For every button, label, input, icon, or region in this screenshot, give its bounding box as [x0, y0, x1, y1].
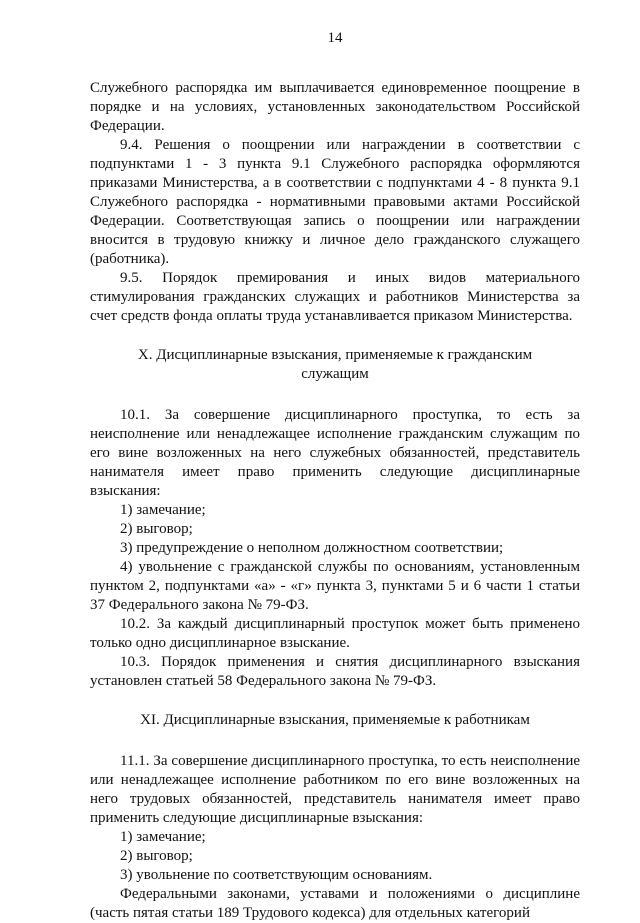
paragraph-10-2: 10.2. За каждый дисциплинарный проступок может быть применено только одно дисциплинарное взыскание.: [90, 616, 580, 651]
paragraph-9-5: 9.5. Порядок премирования и иных видов материального стимулирования гражданских служащих и работников Министерства за счет средств фонда оплаты труда устанавливается приказом Министерства.: [90, 270, 580, 324]
paragraph-9-4: 9.4. Решения о поощрении или награждении в соответствии с подпунктами 1 - 3 пункта 9.1 Служебного распорядка оформляются приказами Министерства, а в соответствии с подпунктами 4 - 8 пункта 9.1 Служебного распорядка - нормативными правовыми актами Российской Федерации. Соответствующая запись о поощрении или награждении вносится в трудовую книжку и личное дело гражданского служащего (работника).: [90, 137, 580, 267]
section-x-body: [90, 406, 580, 691]
list-item: 1) замечание;: [120, 829, 206, 845]
section-xi-heading-line: XI. Дисциплинарные взыскания, применяемые к работникам: [140, 712, 530, 728]
list-item: 3) увольнение по соответствующим основаниям.: [120, 867, 433, 883]
section-x-heading: [90, 346, 580, 384]
section-x-heading-line2: служащим: [301, 366, 369, 382]
list-item: 4) увольнение с гражданской службы по основаниям, установленным пунктом 2, подпунктами «а» - «г» пункта 3, пунктами 5 и 6 части 1 статьи 37 Федерального закона № 79-ФЗ.: [90, 559, 580, 613]
list-item: 2) выговор;: [120, 521, 193, 537]
page-number: 14: [327, 30, 343, 46]
list-item: 2) выговор;: [120, 848, 193, 864]
paragraph-10-1: 10.1. За совершение дисциплинарного проступка, то есть за неисполнение или ненадлежащее исполнение гражданским служащим по его вине возложенных на него служебных обязанностей, представитель нанимателя имеет право применить следующие дисциплинарные взыскания:: [90, 407, 580, 499]
document-page: [90, 30, 580, 923]
paragraph-final: Федеральными законами, уставами и положениями о дисциплине (часть пятая статьи 189 Трудового кодекса) для отдельных категорий: [90, 886, 580, 921]
paragraph-11-1: 11.1. За совершение дисциплинарного проступка, то есть неисполнение или ненадлежащее исполнение работником по его вине возложенных на него трудовых обязанностей, представитель нанимателя имеет право применить следующие дисциплинарные взыскания:: [90, 753, 580, 826]
section-x-heading-line1: X. Дисциплинарные взыскания, применяемые к гражданским: [137, 347, 533, 363]
list-item: 1) замечание;: [120, 502, 206, 518]
list-item: 3) предупреждение о неполном должностном соответствии;: [120, 540, 504, 556]
paragraph-continuation: Служебного распорядка им выплачивается единовременное поощрение в порядке и на условиях, установленных законодательством Российской Федерации.: [90, 80, 580, 134]
section-xi-body: [90, 752, 580, 923]
paragraph-10-3: 10.3. Порядок применения и снятия дисциплинарного взыскания установлен статьей 58 Федерального закона № 79-ФЗ.: [90, 654, 580, 689]
section-xi-heading: [90, 711, 580, 730]
